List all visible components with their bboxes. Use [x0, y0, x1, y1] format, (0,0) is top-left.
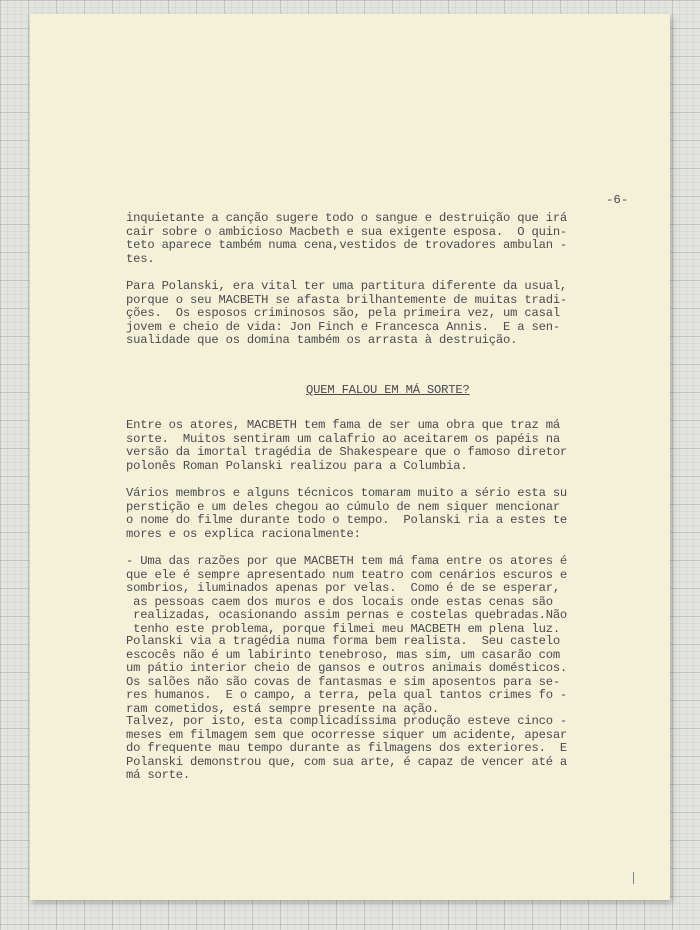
paragraph [126, 635, 567, 717]
text-line: escocês não é um labirinto tenebroso, mas sim, um casarão com [126, 647, 560, 662]
text-line: jovem e cheio de vida: Jon Finch e Francesca Annis. E a sen- [126, 319, 560, 334]
text-line: perstição e um deles chegou ao cúmulo de nem siquer mencionar [126, 499, 560, 514]
paragraph [126, 212, 567, 266]
text-line: res humanos. E o campo, a terra, pela qual tantos crimes fo - [126, 688, 568, 703]
text-line: um pátio interior cheio de gansos e outros animais domésticos. [126, 661, 568, 676]
text-line: sualidade que os domina também os arrasta à destruição. [126, 333, 518, 348]
text-line: meses em filmagem sem que ocorresse siquer um acidente, apesar [126, 727, 568, 742]
text-line: Polanski via a tragédia numa forma bem realista. Seu castelo [126, 634, 560, 648]
paragraph [126, 419, 567, 473]
page-number: -6- [606, 193, 629, 207]
text-line: tenho este problema, porque filmei meu MACBETH em plena luz. [126, 621, 560, 636]
text-line: Entre os atores, MACBETH tem fama de ser uma obra que traz má [126, 418, 560, 432]
text-line: realizadas, ocasionando assim pernas e costelas quebradas.Não [126, 608, 568, 623]
text-line: - Uma das razões por que MACBETH tem má fama entre os atores é [126, 554, 568, 568]
text-line: Vários membros e alguns técnicos tomaram muito a sério esta su [126, 486, 568, 500]
text-line: sorte. Muitos sentiram um calafrio ao aceitarem os papéis na [126, 431, 560, 446]
paragraph [126, 487, 567, 541]
text-line: ções. Os esposos criminosos são, pela primeira vez, um casal [126, 306, 560, 321]
text-line: Para Polanski, era vital ter uma partitura diferente da usual, [126, 279, 568, 293]
text-line: tes. [126, 251, 155, 266]
text-line: teto aparece também numa cena,vestidos de trovadores ambulan - [126, 238, 568, 253]
paragraph [126, 715, 567, 783]
pencil-mark [628, 872, 634, 884]
paragraph [126, 280, 567, 348]
paper-sheet [30, 14, 670, 900]
text-line: cair sobre o ambicioso Macbeth e sua exigente esposa. O quin- [126, 224, 568, 239]
text-line: inquietante a canção sugere todo o sangue e destruição que irá [126, 211, 568, 225]
text-line: porque o seu MACBETH se afasta brilhantemente de muitas tradi- [126, 292, 568, 307]
text-line: Polanski demonstrou que, com sua arte, é capaz de vencer até a [126, 754, 568, 769]
text-line: do frequente mau tempo durante as filmagens dos exteriores. E [126, 741, 568, 756]
text-line: o nome do filme durante todo o tempo. Polanski ria a estes te [126, 513, 568, 528]
text-line: Os salões não são covas de fantasmas e sim aposentos para se- [126, 674, 560, 689]
text-line: mores e os explica racionalmente: [126, 526, 361, 541]
text-line: as pessoas caem dos muros e dos locais onde estas cenas são [126, 594, 553, 609]
text-line: versão da imortal tragédia de Shakespeare que o famoso diretor [126, 445, 568, 460]
text-line: má sorte. [126, 768, 191, 783]
text-line: polonês Roman Polanski realizou para a Columbia. [126, 458, 468, 473]
text-line: ram cometidos, está sempre presente na ação. [126, 701, 440, 716]
paragraph [126, 555, 567, 637]
text-line: que ele é sempre apresentado num teatro com cenários escuros e [126, 567, 568, 582]
text-line: sombrios, iluminados apenas por velas. Como é de se esperar, [126, 581, 560, 596]
section-heading: QUEM FALOU EM MÁ SORTE? [306, 383, 470, 397]
text-line: Talvez, por isto, esta complicadíssima produção esteve cinco - [126, 714, 568, 728]
